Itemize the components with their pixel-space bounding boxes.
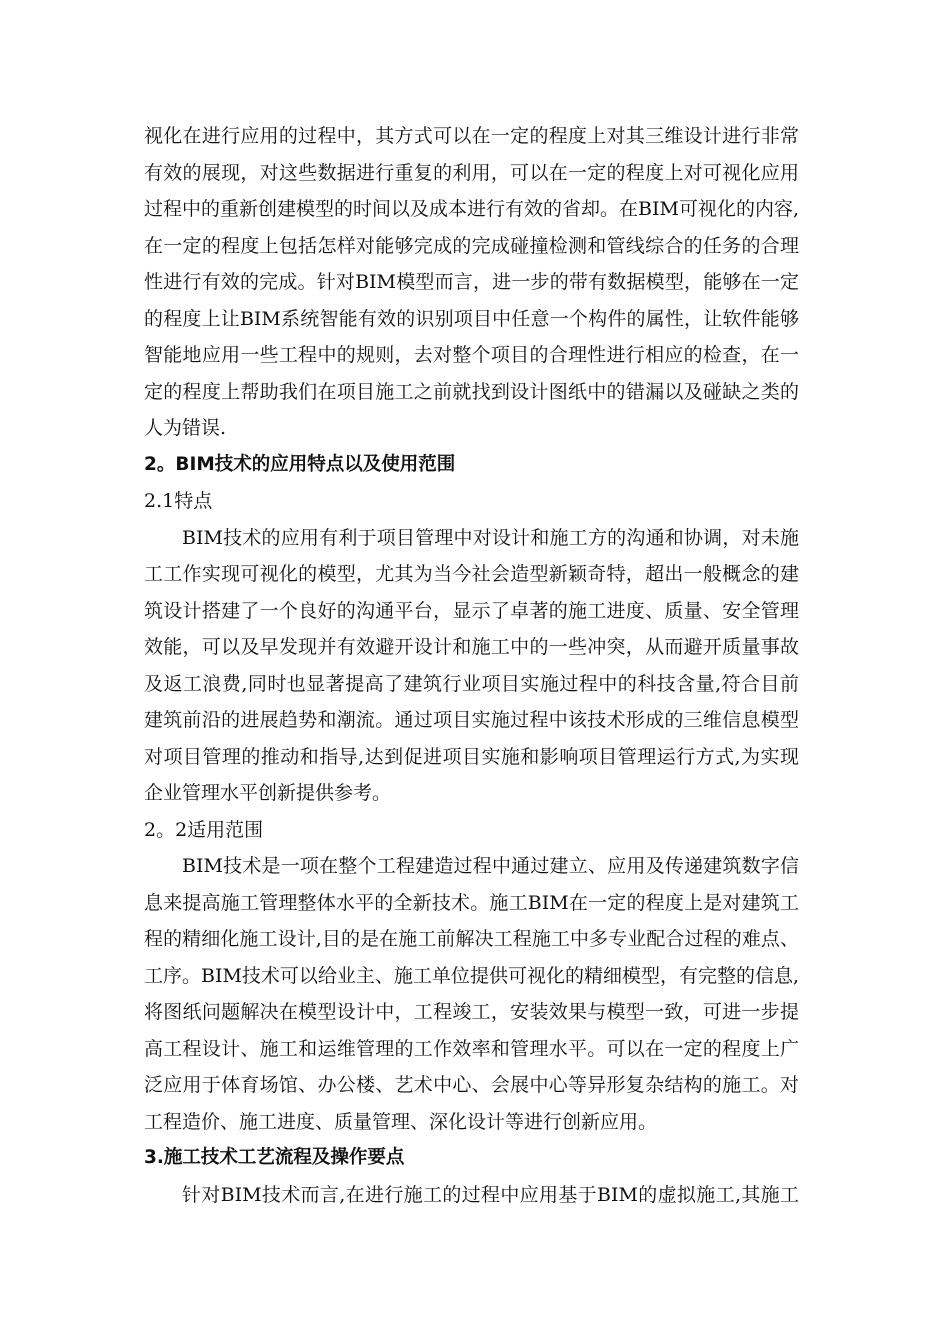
text-line: 性进行有效的完成。针对BIM模型而言，进一步的带有数据模型，能够在一定 [144,271,799,293]
text-line: 企业管理水平创新提供参考。 [144,782,392,804]
section-2-2-paragraph [144,848,799,1140]
text-line: 效能，可以及早发现并有效避开设计和施工中的一些冲突，从而避开质量事故 [144,636,799,658]
text-line: 泛应用于体育场馆、办公楼、艺术中心、会展中心等异形复杂结构的施工。对 [144,1074,799,1096]
text-line: 针对BIM技术而言,在进行施工的过程中应用基于BIM的虚拟施工,其施工 [182,1183,799,1206]
section-3-heading: 3.施工技术工艺流程及操作要点 [144,1147,405,1168]
text-line: 智能地应用一些工程中的规则，去对整个项目的合理性进行相应的检查，在一 [144,344,799,366]
text-line: 过程中的重新创建模型的时间以及成本进行有效的省却。在BIM可视化的内容, [144,198,799,220]
text-line: 高工程设计、施工和运维管理的工作效率和管理水平。可以在一定的程度上广 [144,1037,799,1060]
section-2-2-heading: 2。2适用范围 [144,818,264,841]
text-line: 筑设计搭建了一个良好的沟通平台，显示了卓著的施工进度、质量、安全管理 [144,599,799,622]
section-2-heading: 2。BIM技术的应用特点以及使用范围 [144,453,456,475]
text-line: BIM技术的应用有利于项目管理中对设计和施工方的沟通和协调，对未施 [182,526,799,549]
text-line: 程的精细化施工设计,目的是在施工前解决工程施工中多专业配合过程的难点、 [144,928,799,950]
section-2-1-paragraph [144,520,799,812]
text-line: 人为错误. [144,417,227,439]
text-line: 有效的展现，对这些数据进行重复的利用，可以在一定的程度上对可视化应用 [144,161,799,184]
text-line: 将图纸问题解决在模型设计中，工程竣工，安装效果与模型一致，可进一步提 [144,1001,799,1023]
document-body [144,118,799,1213]
text-line: 视化在进行应用的过程中，其方式可以在一定的程度上对其三维设计进行非常 [144,125,799,147]
text-line: 的程度上让BIM系统智能有效的识别项目中任意一个构件的属性，让软件能够 [144,307,799,330]
text-line: 定的程度上帮助我们在项目施工之前就找到设计图纸中的错漏以及碰缺之类的 [144,380,799,403]
text-line: 及返工浪费,同时也显著提高了建筑行业项目实施过程中的科技含量,符合目前 [144,672,799,695]
text-line: 工程造价、施工进度、质量管理、深化设计等进行创新应用。 [144,1110,658,1133]
text-line: 工序。BIM技术可以给业主、施工单位提供可视化的精细模型，有完整的信息, [144,964,799,987]
text-line: 建筑前沿的进展趋势和潮流。通过项目实施过程中该技术形成的三维信息模型 [144,709,799,731]
section-2-1-heading: 2.1特点 [144,490,213,512]
intro-paragraph [144,118,799,447]
text-line: 息来提高施工管理整体水平的全新技术。施工BIM在一定的程度上是对建筑工 [144,891,799,914]
text-line: BIM技术是一项在整个工程建造过程中通过建立、应用及传递建筑数字信 [182,855,799,877]
text-line: 工工作实现可视化的模型，尤其为当今社会造型新颖奇特，超出一般概念的建 [144,563,799,585]
text-line: 在一定的程度上包括怎样对能够完成的完成碰撞检测和管线综合的任务的合理 [144,234,799,257]
text-line: 对项目管理的推动和指导,达到促进项目实施和影响项目管理运行方式,为实现 [144,745,799,768]
section-3-paragraph [144,1177,799,1214]
